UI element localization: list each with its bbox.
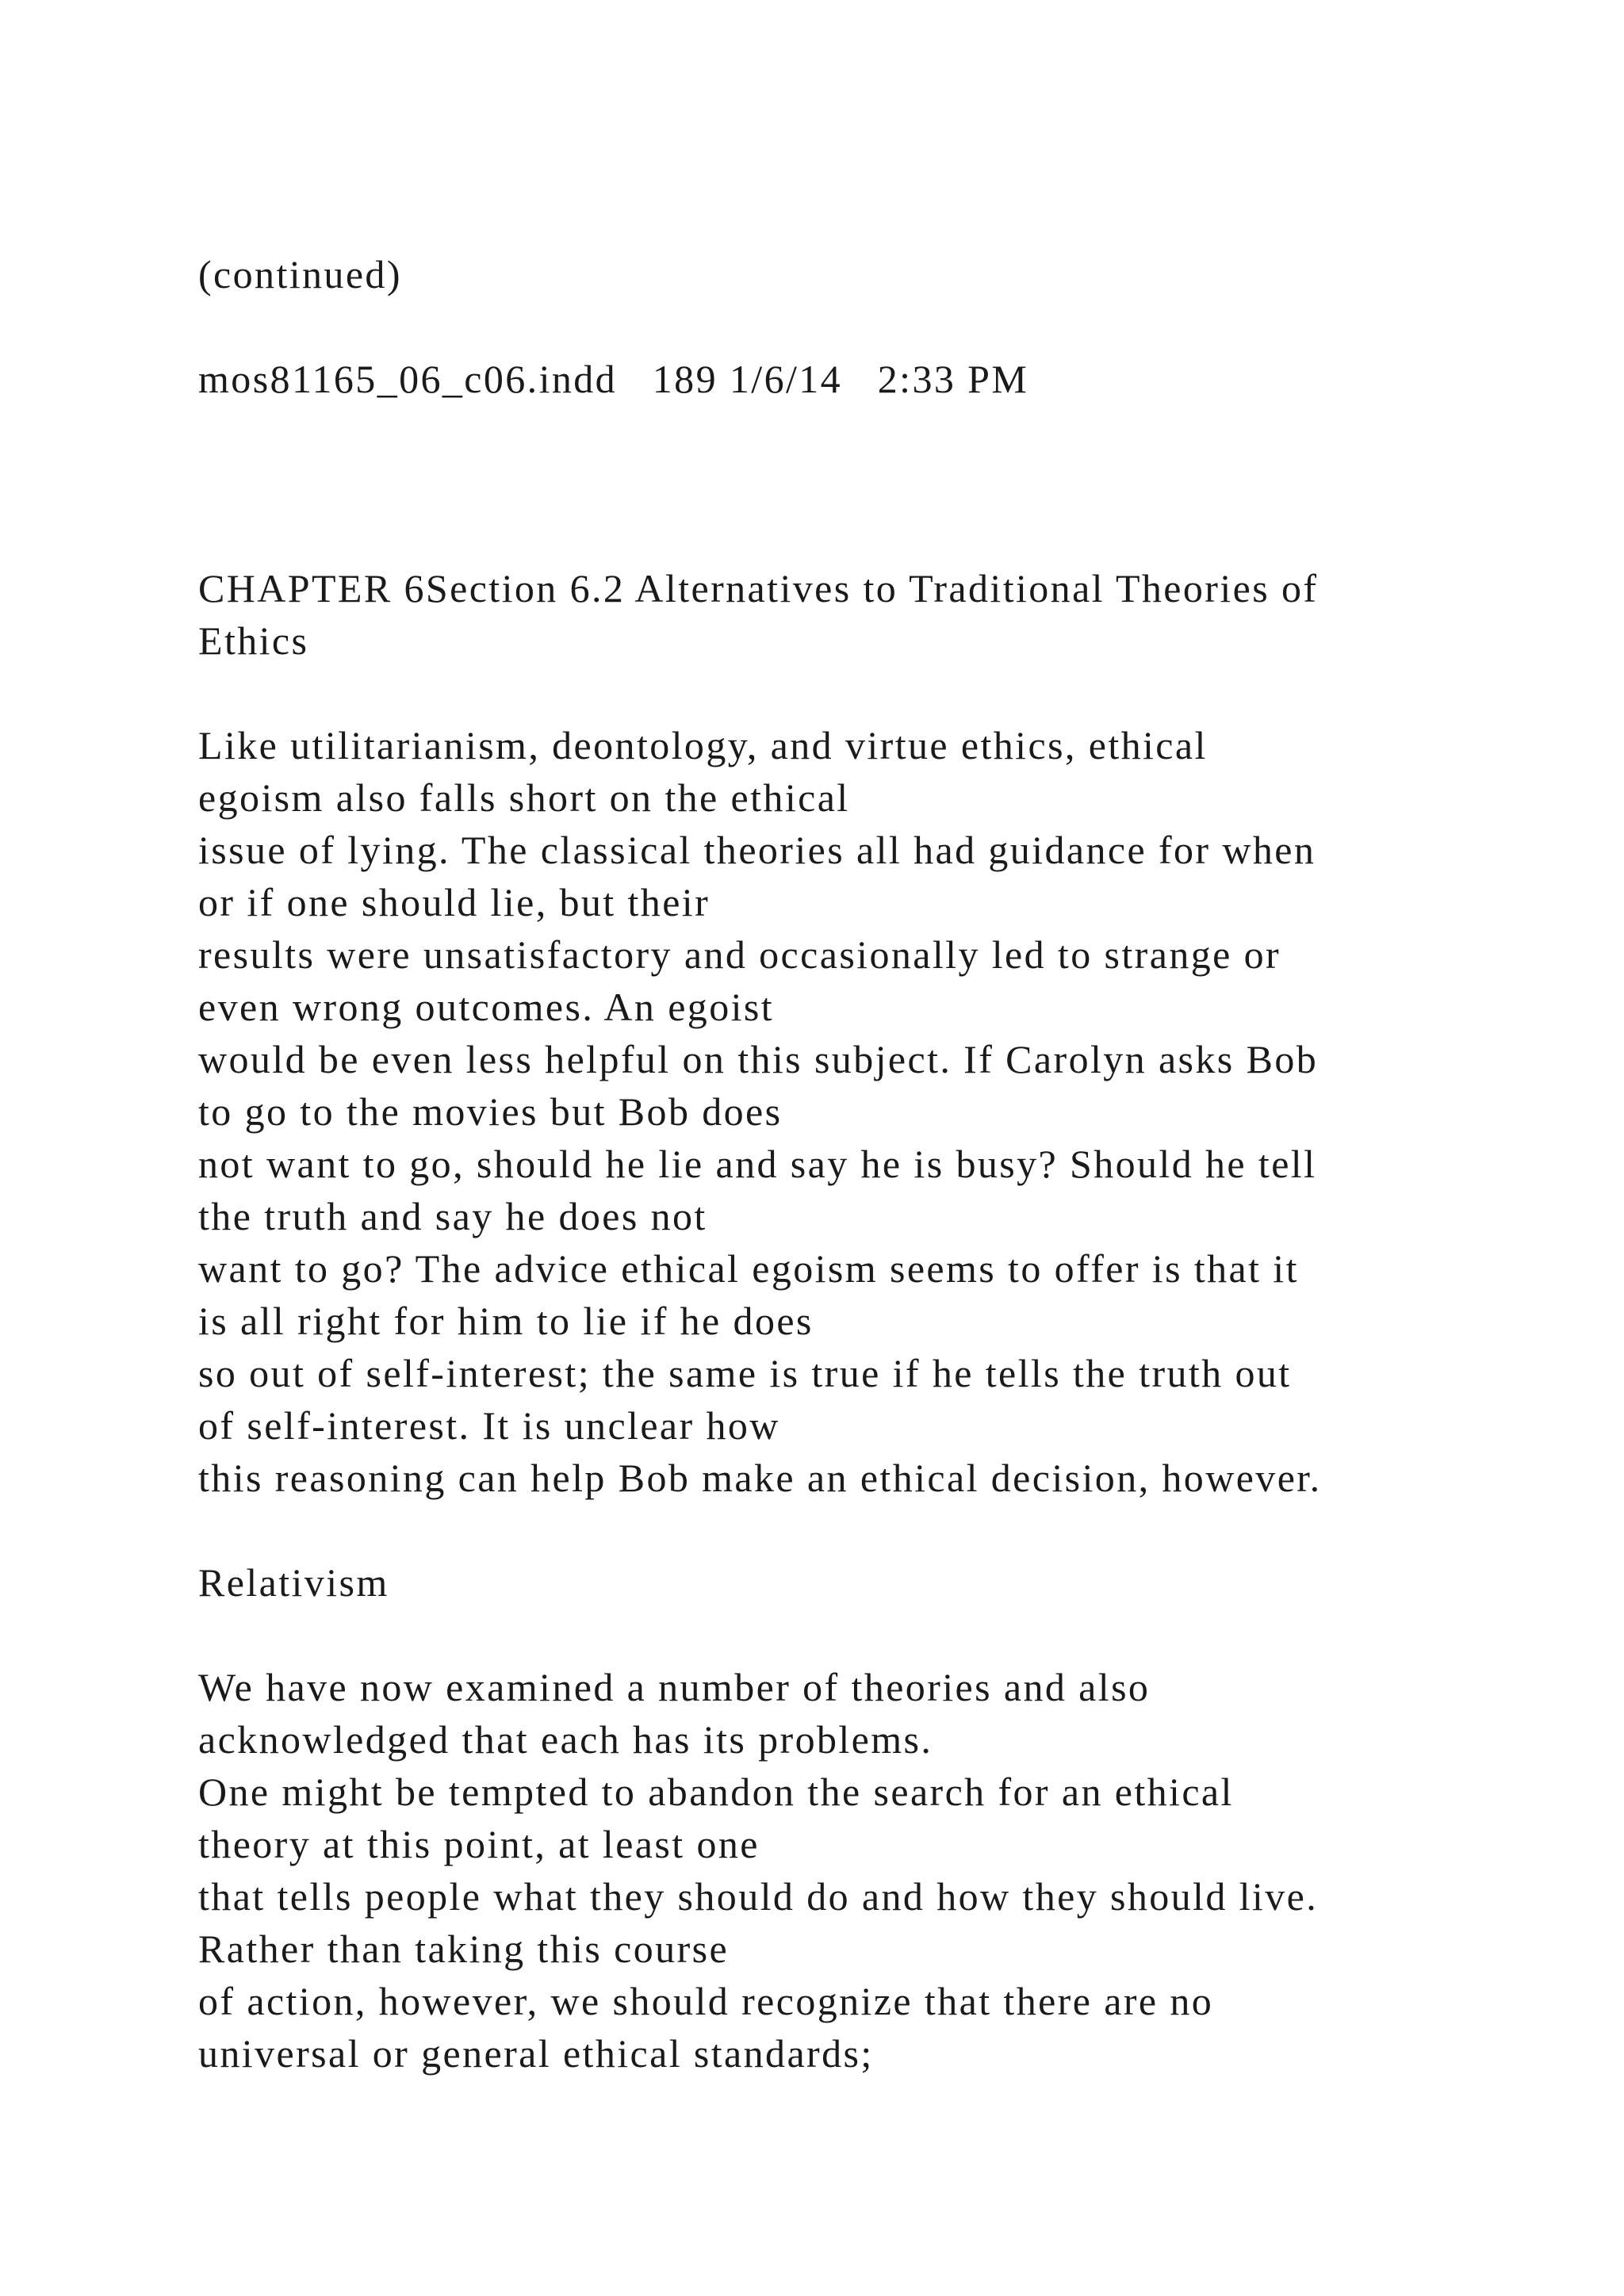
paragraph-line: theory at this point, at least one — [198, 1822, 760, 1866]
paragraph-lying — [198, 719, 1546, 1504]
paragraph-line: One might be tempted to abandon the search for an ethical — [198, 1770, 1234, 1814]
continued-label-block — [198, 248, 1546, 300]
paragraph-line: even wrong outcomes. An egoist — [198, 985, 775, 1029]
paragraph-line: to go to the movies but Bob does — [198, 1089, 783, 1134]
file-info-line: mos81165_06_c06.indd 189 1/6/14 2:33 PM — [198, 357, 1029, 401]
paragraph-line: that tells people what they should do and how they should live. — [198, 1874, 1319, 1919]
paragraph-line: of action, however, we should recognize that there are no — [198, 1979, 1214, 2023]
paragraph-line: universal or general ethical standards; — [198, 2031, 874, 2076]
paragraph-line: issue of lying. The classical theories all had guidance for when — [198, 828, 1316, 872]
continued-label: (continued) — [198, 252, 402, 297]
paragraph-line: Like utilitarianism, deontology, and virtue ethics, ethical — [198, 723, 1208, 767]
paragraph-line: egoism also falls short on the ethical — [198, 775, 850, 820]
paragraph-line: acknowledged that each has its problems. — [198, 1717, 933, 1762]
file-info-block — [198, 353, 1546, 405]
relativism-heading-block — [198, 1556, 1546, 1609]
paragraph-line: of self-interest. It is unclear how — [198, 1403, 780, 1448]
paragraph-line: so out of self-interest; the same is true if he tells the truth out — [198, 1351, 1292, 1395]
paragraph-line: results were unsatisfactory and occasionally led to strange or — [198, 932, 1281, 977]
relativism-heading: Relativism — [198, 1560, 389, 1605]
section-heading — [198, 562, 1546, 667]
paragraph-line: or if one should lie, but their — [198, 880, 710, 924]
paragraph-relativism — [198, 1661, 1546, 2080]
paragraph-line: the truth and say he does not — [198, 1194, 707, 1238]
paragraph-line: would be even less helpful on this subject. If Carolyn asks Bob — [198, 1037, 1319, 1081]
paragraph-line: not want to go, should he lie and say he is busy? Should he tell — [198, 1142, 1317, 1186]
paragraph-line: is all right for him to lie if he does — [198, 1299, 814, 1343]
paragraph-line: want to go? The advice ethical egoism seems to offer is that it — [198, 1246, 1299, 1291]
section-heading-line: CHAPTER 6Section 6.2 Alternatives to Traditional Theories of — [198, 566, 1319, 610]
paragraph-line: this reasoning can help Bob make an ethical decision, however. — [198, 1456, 1322, 1500]
paragraph-line: We have now examined a number of theories and also — [198, 1665, 1151, 1709]
paragraph-line: Rather than taking this course — [198, 1927, 730, 1971]
section-heading-line: Ethics — [198, 618, 309, 663]
